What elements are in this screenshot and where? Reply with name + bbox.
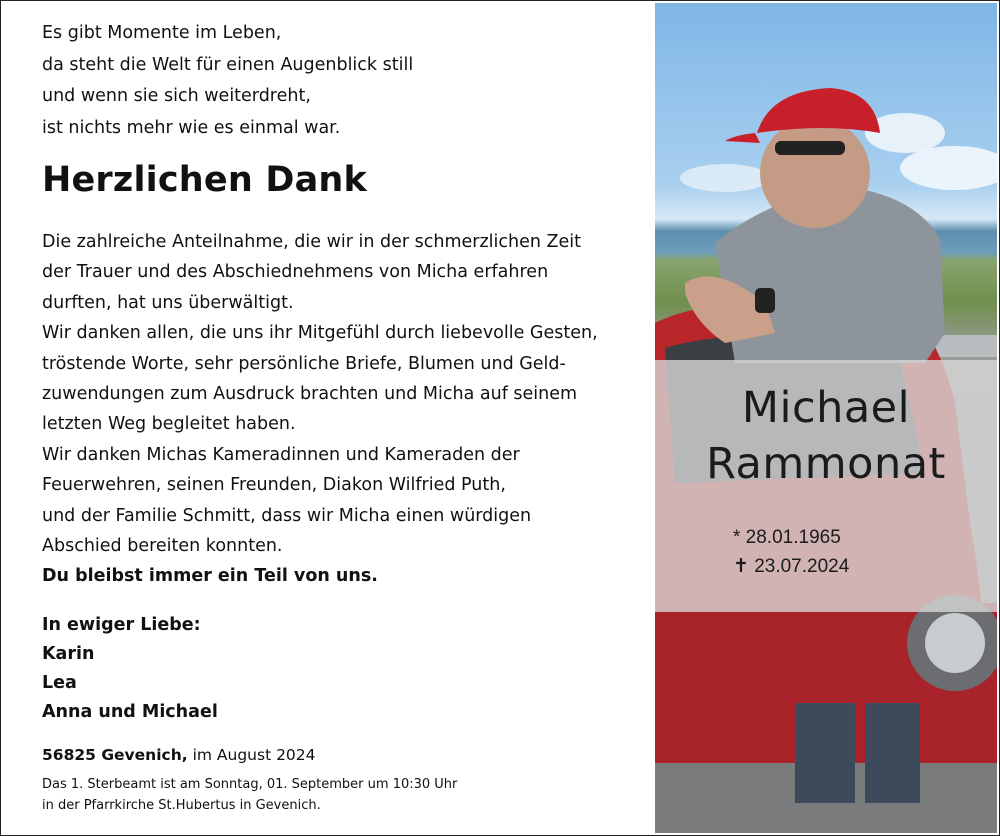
life-dates [733,523,849,581]
poem-line: und wenn sie sich weiterdreht, [42,86,311,106]
place-town: 56825 Gevenich, [42,746,188,764]
poem-line: ist nichts mehr wie es einmal war. [42,117,341,138]
signoff-name: Anna und Michael [42,702,218,722]
signoff [42,611,218,727]
signoff-intro: In ewiger Liebe: [42,615,201,635]
body-line: Feuerwehren, seinen Freunden, Diakon Wilfried Puth, [42,475,506,496]
body-line: letzten Weg begleitet haben. [42,414,296,435]
closing-line: Du bleibst immer ein Teil von uns. [42,566,378,586]
death-date: ✝ 23.07.2024 [733,556,850,577]
first-name: Michael [741,383,911,433]
body-line: der Trauer und des Abschiednehmens von Micha erfahren [42,262,549,283]
poem-line: Es gibt Momente im Leben, [42,23,282,43]
body-line: durften, hat uns überwältigt. [42,292,294,313]
poem-line: da steht die Welt für einen Augenblick still [42,54,414,75]
body-line: Die zahlreiche Anteilnahme, die wir in der schmerzlichen Zeit [42,232,582,252]
thank-you-text [42,227,662,561]
signoff-name: Lea [42,673,77,693]
place-month: im August 2024 [187,746,316,764]
body-line: Wir danken Michas Kameradinnen und Kameraden der [42,444,520,465]
body-line: zuwendungen zum Ausdruck brachten und Micha auf seinem [42,384,578,405]
mass-notice [42,775,457,816]
body-line: und der Familie Schmitt, dass wir Micha einen würdigen [42,505,532,526]
poem [42,18,652,144]
birth-date: * 28.01.1965 [733,527,841,548]
last-name: Rammonat [706,439,946,489]
signoff-name: Karin [42,644,95,664]
notice-line: in der Pfarrkirche St.Hubertus in Gevenich. [42,797,321,813]
body-line: Wir danken allen, die uns ihr Mitgefühl durch liebevolle Gesten, [42,323,598,344]
place-date [42,746,316,764]
body-line: tröstende Worte, sehr persönliche Briefe, Blumen und Geld- [42,353,566,374]
headline: Herzlichen Dank [42,160,368,200]
notice-line: Das 1. Sterbeamt ist am Sonntag, 01. September um 10:30 Uhr [42,777,458,792]
deceased-name [655,380,997,492]
body-line: Abschied bereiten konnten. [42,536,283,557]
